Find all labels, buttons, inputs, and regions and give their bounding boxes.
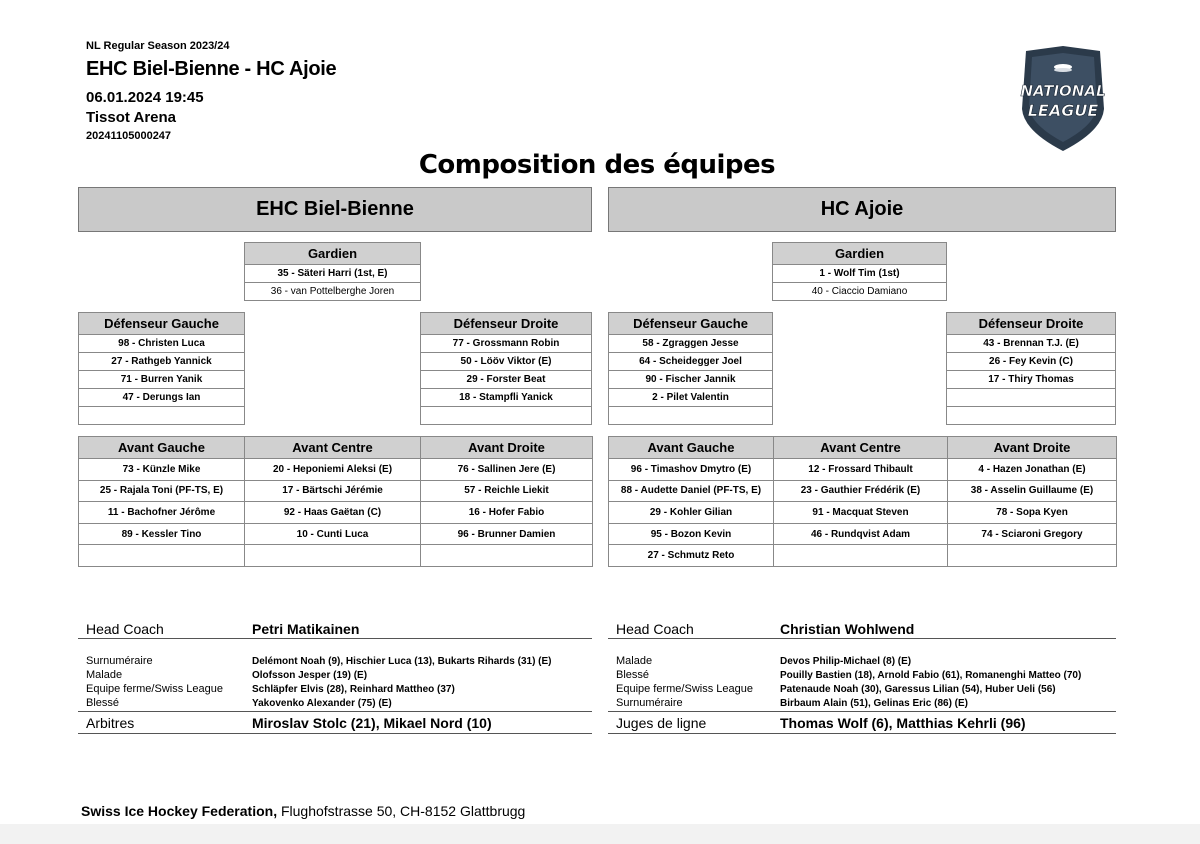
linesmen-names: Thomas Wolf (6), Matthias Kehrli (96) — [780, 715, 1026, 731]
player-cell — [947, 389, 1116, 407]
player-cell: 16 - Hofer Fabio — [421, 502, 593, 524]
player-cell: 26 - Fey Kevin (C) — [947, 353, 1116, 371]
extra-label: Surnuméraire — [616, 697, 683, 709]
away-forwards-table — [608, 436, 1117, 567]
player-cell — [421, 545, 593, 567]
player-cell: 27 - Rathgeb Yannick — [79, 353, 245, 371]
extra-value: Devos Philip-Michael (8) (E) — [780, 656, 912, 667]
player-cell: 96 - Timashov Dmytro (E) — [609, 459, 774, 481]
extra-label: Malade — [86, 669, 123, 681]
player-cell: 2 - Pilet Valentin — [609, 389, 773, 407]
player-cell: 78 - Sopa Kyen — [948, 502, 1117, 524]
player-cell — [421, 407, 592, 425]
player-cell — [79, 407, 245, 425]
player-cell: 29 - Forster Beat — [421, 371, 592, 389]
extra-label: Blessé — [86, 697, 120, 709]
player-cell: 4 - Hazen Jonathan (E) — [948, 459, 1117, 481]
home-forwards-table — [78, 436, 593, 567]
player-cell: 76 - Sallinen Jere (E) — [421, 459, 593, 481]
extra-label: Equipe ferme/Swiss League — [86, 683, 223, 695]
national-league-logo — [1016, 45, 1110, 155]
extra-value: Patenaude Noah (30), Garessus Lilian (54), Huber Ueli (56) — [780, 684, 1056, 695]
player-cell: 23 - Gauthier Frédérik (E) — [774, 480, 948, 502]
away-team-header: HC Ajoie — [608, 187, 1116, 232]
away-def-left-table — [608, 312, 773, 425]
match-datetime: 06.01.2024 19:45 — [86, 89, 204, 106]
player-cell: 50 - Lööv Viktor (E) — [421, 353, 592, 371]
player-cell: 29 - Kohler Gilian — [609, 502, 774, 524]
extra-label: Equipe ferme/Swiss League — [616, 683, 753, 695]
def-right-header: Défenseur Droite — [947, 313, 1116, 335]
match-title: EHC Biel-Bienne - HC Ajoie — [86, 58, 337, 80]
player-cell: 18 - Stampfli Yanick — [421, 389, 592, 407]
goalie-header: Gardien — [773, 243, 947, 265]
extra-label: Malade — [616, 655, 653, 667]
player-cell: 92 - Haas Gaëtan (C) — [245, 502, 421, 524]
player-cell: 58 - Zgraggen Jesse — [609, 335, 773, 353]
fwd-left-header: Avant Gauche — [609, 437, 774, 459]
player-cell: 71 - Burren Yanik — [79, 371, 245, 389]
extra-value: Birbaum Alain (51), Gelinas Eric (86) (E) — [780, 698, 969, 709]
fwd-center-header: Avant Centre — [774, 437, 948, 459]
player-cell: 17 - Thiry Thomas — [947, 371, 1116, 389]
logo-text-national: NATIONAL — [1020, 82, 1106, 100]
player-cell: 91 - Macquat Steven — [774, 502, 948, 524]
player-cell: 96 - Brunner Damien — [421, 523, 593, 545]
extra-label: Blessé — [616, 669, 650, 681]
fwd-center-header: Avant Centre — [245, 437, 421, 459]
home-goalie-table — [244, 242, 421, 301]
player-cell: 12 - Frossard Thibault — [774, 459, 948, 481]
player-cell: 25 - Rajala Toni (PF-TS, E) — [79, 480, 245, 502]
goalie-cell: 35 - Säteri Harri (1st, E) — [245, 265, 421, 283]
game-id: 20241105000247 — [86, 130, 172, 142]
extra-value: Pouilly Bastien (18), Arnold Fabio (61), Romanenghi Matteo (70) — [780, 670, 1082, 681]
player-cell: 43 - Brennan T.J. (E) — [947, 335, 1116, 353]
goalie-cell: 40 - Ciaccio Damiano — [773, 283, 947, 301]
player-cell — [245, 545, 421, 567]
extra-value: Olofsson Jesper (19) (E) — [252, 670, 368, 681]
goalie-header: Gardien — [245, 243, 421, 265]
player-cell: 17 - Bärtschi Jérémie — [245, 480, 421, 502]
player-cell: 90 - Fischer Jannik — [609, 371, 773, 389]
fwd-right-header: Avant Droite — [948, 437, 1117, 459]
player-cell: 10 - Cunti Luca — [245, 523, 421, 545]
player-cell: 38 - Asselin Guillaume (E) — [948, 480, 1117, 502]
player-cell: 77 - Grossmann Robin — [421, 335, 592, 353]
extra-label: Surnuméraire — [86, 655, 153, 667]
player-cell: 47 - Derungs Ian — [79, 389, 245, 407]
player-cell: 64 - Scheidegger Joel — [609, 353, 773, 371]
home-def-left-table — [78, 312, 245, 425]
player-cell — [947, 407, 1116, 425]
page-bottom-shade — [0, 824, 1200, 844]
away-def-right-table — [946, 312, 1116, 425]
away-goalie-table — [772, 242, 947, 301]
def-left-header: Défenseur Gauche — [79, 313, 245, 335]
footer-address: Flughofstrasse 50, CH-8152 Glattbrugg — [277, 803, 526, 819]
player-cell: 73 - Künzle Mike — [79, 459, 245, 481]
extra-value: Delémont Noah (9), Hischier Luca (13), Bukarts Rihards (31) (E) — [252, 656, 552, 667]
player-cell: 27 - Schmutz Reto — [609, 545, 774, 567]
player-cell: 57 - Reichle Liekit — [421, 480, 593, 502]
extra-value: Yakovenko Alexander (75) (E) — [252, 698, 392, 709]
fwd-left-header: Avant Gauche — [79, 437, 245, 459]
extra-value: Schläpfer Elvis (28), Reinhard Mattheo (37) — [252, 684, 455, 695]
player-cell: 98 - Christen Luca — [79, 335, 245, 353]
referees-label: Arbitres — [86, 715, 135, 731]
player-cell — [609, 407, 773, 425]
page-title: Composition des équipes — [418, 150, 776, 180]
head-coach-label: Head Coach — [616, 621, 694, 637]
player-cell — [774, 545, 948, 567]
footer-org: Swiss Ice Hockey Federation, — [81, 803, 278, 819]
season-label: NL Regular Season 2023/24 — [86, 40, 230, 52]
player-cell: 95 - Bozon Kevin — [609, 523, 774, 545]
player-cell: 88 - Audette Daniel (PF-TS, E) — [609, 480, 774, 502]
referees-names: Miroslav Stolc (21), Mikael Nord (10) — [252, 715, 492, 731]
goalie-cell: 1 - Wolf Tim (1st) — [773, 265, 947, 283]
player-cell: 11 - Bachofner Jérôme — [79, 502, 245, 524]
player-cell — [948, 545, 1117, 567]
home-team-header: EHC Biel-Bienne — [78, 187, 592, 232]
player-cell: 74 - Sciaroni Gregory — [948, 523, 1117, 545]
player-cell: 89 - Kessler Tino — [79, 523, 245, 545]
goalie-cell: 36 - van Pottelberghe Joren — [245, 283, 421, 301]
arena-name: Tissot Arena — [86, 109, 177, 126]
head-coach-name: Christian Wohlwend — [780, 621, 915, 637]
footer — [81, 803, 525, 819]
linesmen-label: Juges de ligne — [616, 715, 707, 731]
head-coach-label: Head Coach — [86, 621, 164, 637]
head-coach-name: Petri Matikainen — [252, 621, 360, 637]
away-staff-section — [608, 618, 1116, 738]
home-staff-section — [78, 618, 592, 738]
def-left-header: Défenseur Gauche — [609, 313, 773, 335]
fwd-right-header: Avant Droite — [421, 437, 593, 459]
player-cell: 20 - Heponiemi Aleksi (E) — [245, 459, 421, 481]
logo-text-league: LEAGUE — [1027, 101, 1099, 120]
home-def-right-table — [420, 312, 592, 425]
player-cell: 46 - Rundqvist Adam — [774, 523, 948, 545]
player-cell — [79, 545, 245, 567]
def-right-header: Défenseur Droite — [421, 313, 592, 335]
